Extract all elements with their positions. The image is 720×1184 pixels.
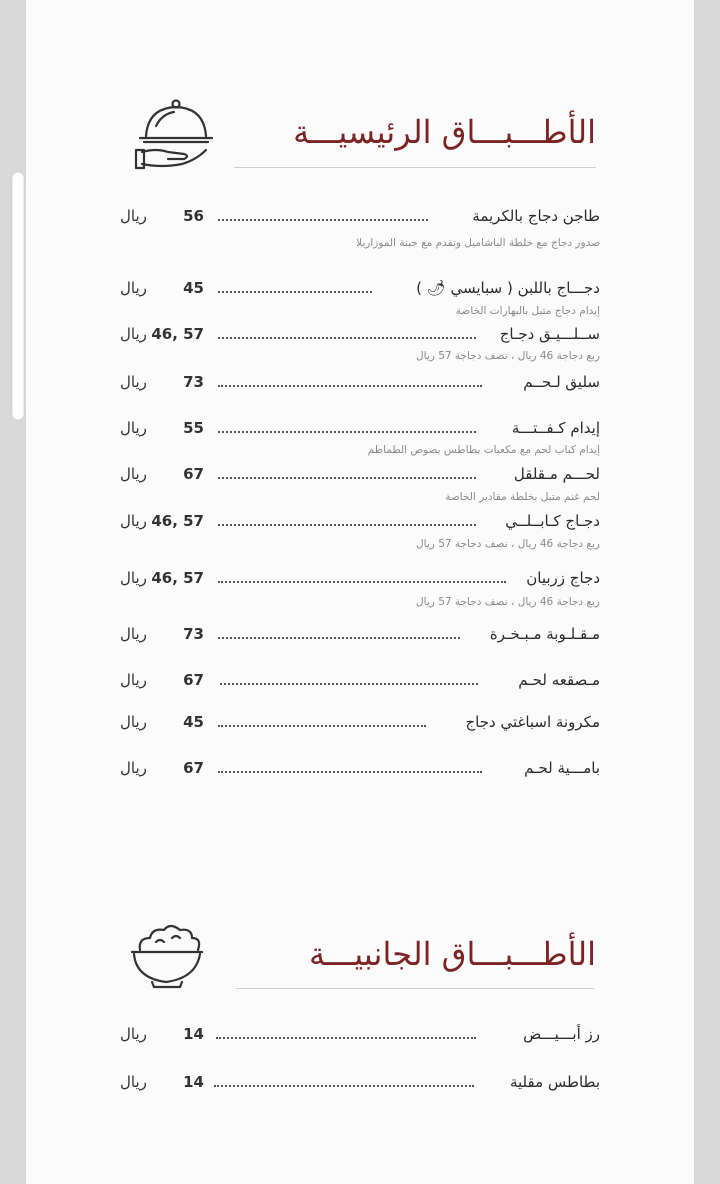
menu-item [0,622,720,646]
menu-item [0,566,720,590]
menu-item [0,462,720,486]
menu-item [0,1022,720,1046]
menu-item-name: ســلـــيـق دجـاج [499,325,600,343]
menu-item-price: 56 [183,207,204,225]
menu-item [0,668,720,692]
menu-item-name: سليق لـحــم [523,373,600,391]
menu-item-currency: ريال [120,207,147,225]
serving-cloche-icon [134,96,216,172]
menu-item-name: طاجن دجاج بالكريمة [472,207,600,225]
menu-item-name: مـقـلـوبة مـبـخـرة [489,625,600,643]
menu-item-currency: ريال [120,1073,147,1091]
menu-item-price: 45 [183,279,204,297]
rice-bowl-icon [126,920,208,990]
dotted-leader [218,337,476,339]
menu-item-description: إيدام كباب لحم مع مكعبات بطاطس بصوص الطماطم [367,444,600,456]
title-divider [234,167,596,168]
menu-item-name: لحـــم مـقلقل [513,465,600,483]
dotted-leader [218,291,372,293]
dotted-leader [220,683,478,685]
dotted-leader [218,771,482,773]
menu-item-name: مـصقعه لحـم [518,671,600,689]
menu-item [0,322,720,346]
menu-item-currency: ريال [120,512,147,530]
menu-item [0,204,720,228]
dotted-leader [218,431,476,433]
menu-item-description: لحم غنم متبل بخلطة مقادير الخاصة [445,491,600,503]
dotted-leader [218,219,428,221]
dotted-leader [214,1085,474,1087]
menu-item [0,509,720,533]
menu-item-currency: ريال [120,465,147,483]
menu-item-price: 73 [183,373,204,391]
menu-item-currency: ريال [120,625,147,643]
menu-item-name: بامـــية لحـم [524,759,600,777]
menu-item-price: 55 [183,419,204,437]
menu-item-name: دجاج زربيان [526,569,600,587]
menu-item [0,370,720,394]
menu-item-price: 45 [183,713,204,731]
menu-item-currency: ريال [120,419,147,437]
menu-item-currency: ريال [120,569,147,587]
side-dishes-title: الأطـــبـــاق الجانبيـــة [308,935,596,973]
menu-item-description: ربع دجاجة 46 ريال ، نصف دجاجة 57 ريال [416,538,600,550]
menu-item [0,756,720,780]
menu-item-currency: ريال [120,1025,147,1043]
menu-item-description: ربع دجاجة 46 ريال ، نصف دجاجة 57 ريال [416,350,600,362]
menu-item-price: 67 [183,671,204,689]
dotted-leader [218,725,426,727]
menu-item-name: إيدام كـفــتـــة [511,419,600,437]
menu-item-price: 67 [183,759,204,777]
menu-item-price: 14 [183,1073,204,1091]
dotted-leader [218,524,476,526]
dotted-leader [218,385,482,387]
menu-item-description: صدور دجاج مع خلطة الباشاميل وتقدم مع جبنة الموزاريلا [356,237,600,249]
menu-item-price: 14 [183,1025,204,1043]
main-dishes-title: الأطـــبـــاق الرئيسيـــة [293,113,596,151]
menu-item-currency: ريال [120,373,147,391]
menu-item-name: رز أبـــيـــض [523,1025,600,1043]
menu-item-name: دجـــاج باللبن ( سبايسي 🌶 ) [416,279,600,297]
dotted-leader [218,637,460,639]
menu-item [0,276,720,300]
menu-item-price: 73 [183,625,204,643]
menu-item-description: إيدام دجاج متبل بالبهارات الخاصة [455,305,600,317]
menu-item-name: بطاطس مقلية [509,1073,600,1091]
dotted-leader [218,477,476,479]
menu-item-price: 46, 57 [151,325,204,343]
menu-item-currency: ريال [120,759,147,777]
menu-item [0,416,720,440]
menu-item [0,1070,720,1094]
menu-item-currency: ريال [120,671,147,689]
menu-item-currency: ريال [120,279,147,297]
menu-item-name: دجـاج كـابــلــي [505,512,600,530]
menu-item-price: 67 [183,465,204,483]
menu-item-currency: ريال [120,325,147,343]
dotted-leader [218,581,506,583]
menu-item-price: 46, 57 [151,512,204,530]
menu-item-price: 46, 57 [151,569,204,587]
menu-item-currency: ريال [120,713,147,731]
menu-item-name: مكرونة اسباغتي دجاج [465,713,600,731]
menu-page [26,0,694,1184]
title-divider [236,988,594,989]
menu-item-description: ربع دجاجة 46 ريال ، نصف دجاجة 57 ريال [416,596,600,608]
menu-item [0,710,720,734]
dotted-leader [216,1037,476,1039]
